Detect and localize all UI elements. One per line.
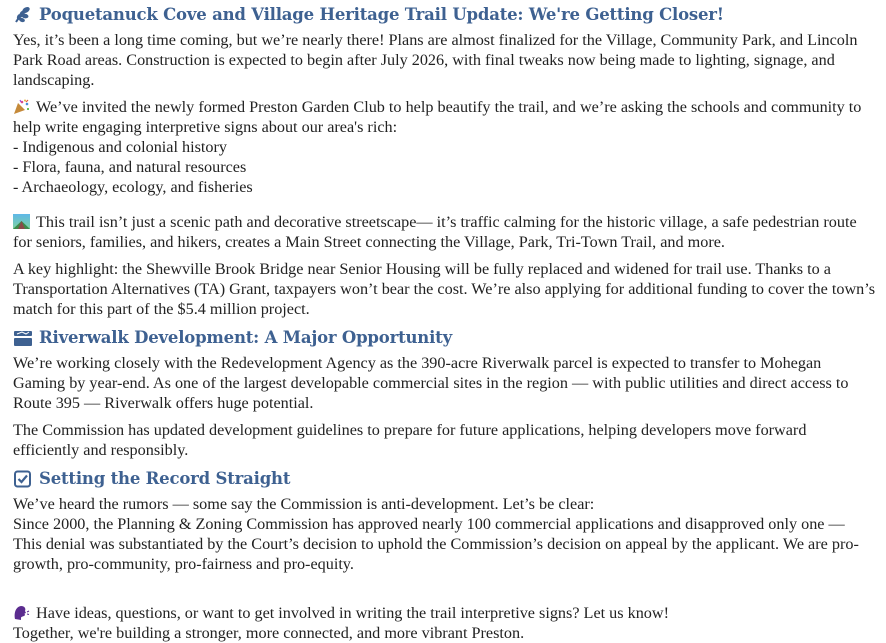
call-to-action <box>13 603 876 623</box>
road-landscape-icon <box>13 214 30 229</box>
heritage-trail-heading <box>13 3 876 27</box>
riverwalk-paragraph-1: We’re working closely with the Redevelopment Agency as the 390-acre Riverwalk parcel is expected to transfer to Mohegan Gaming by year-end. As one of the largest developable commercial sites in the region — with public utilities and direct access to Route 395 — Riverwalk offers huge potential. <box>13 354 849 412</box>
trail-intro: Yes, it’s been a long time coming, but we’re nearly there! Plans are almost finalized for the Village, Community Park, and Lincoln Park Road areas. Construction is expected to begin after July 2026, with final tweaks now being made to lighting, signage, and landscaping. <box>13 31 858 89</box>
topic-item: - Flora, fauna, and natural resources <box>13 158 247 176</box>
heritage-trail-title: Poquetanuck Cove and Village Heritage Trail Update: We're Getting Closer! <box>39 5 724 24</box>
record-line-1: We’ve heard the rumors — some say the Commission is anti-development. Let’s be clear: <box>13 495 595 513</box>
garden-club-paragraph <box>13 97 876 137</box>
topic-item: - Archaeology, ecology, and fisheries <box>13 178 253 196</box>
closing-block <box>13 603 876 643</box>
record-block <box>13 494 876 574</box>
card-index-icon <box>13 329 33 347</box>
call-to-action-text: Have ideas, questions, or want to get involved in writing the trail interpretive signs? Let us know! <box>36 604 669 622</box>
riverwalk-heading <box>13 326 876 350</box>
record-heading <box>13 467 876 491</box>
riverwalk-title: Riverwalk Development: A Major Opportunity <box>39 328 452 347</box>
trail-benefits-text: This trail isn’t just a scenic path and decorative streetscape— it’s traffic calming for the historic village, a safe pedestrian route for seniors, families, and hikers, creates a Main Street connecting the Village, Park, Tri-Town Trail, and more. <box>13 213 857 251</box>
checkbox-icon <box>13 470 33 488</box>
record-title: Setting the Record Straight <box>39 469 291 488</box>
record-line-2: Since 2000, the Planning & Zoning Commission has approved nearly 100 commercial applications and disapproved only one — This denial was substantiated by the Court’s decision to uphold the Commission’s decision on appeal by the applicant. We are pro-growth, pro-community, pro-fairness and pro-equity. <box>13 515 859 573</box>
confetti-icon <box>13 99 30 114</box>
topic-item: - Indigenous and colonial history <box>13 138 227 156</box>
spacer <box>13 581 876 603</box>
trail-benefits-paragraph <box>13 212 876 252</box>
herb-icon <box>13 6 33 24</box>
garden-club-block <box>13 97 876 197</box>
speaking-head-icon <box>13 605 30 620</box>
garden-club-text: We’ve invited the newly formed Preston Garden Club to help beautify the trail, and we’re asking the schools and community to help write engaging interpretive signs about our area's rich: <box>13 98 862 136</box>
bridge-paragraph: A key highlight: the Shewville Brook Bridge near Senior Housing will be fully replaced and widened for trail use. Thanks to a Transportation Alternatives (TA) Grant, taxpayers won’t bear the cost. We’re also applying for additional funding to cover the town’s match for this part of the $5.4 million project. <box>13 260 876 318</box>
riverwalk-paragraph-2: The Commission has updated development guidelines to prepare for future applications, helping developers move forward efficiently and responsibly. <box>13 421 807 459</box>
signoff: Together, we're building a stronger, more connected, and more vibrant Preston. <box>13 624 525 642</box>
